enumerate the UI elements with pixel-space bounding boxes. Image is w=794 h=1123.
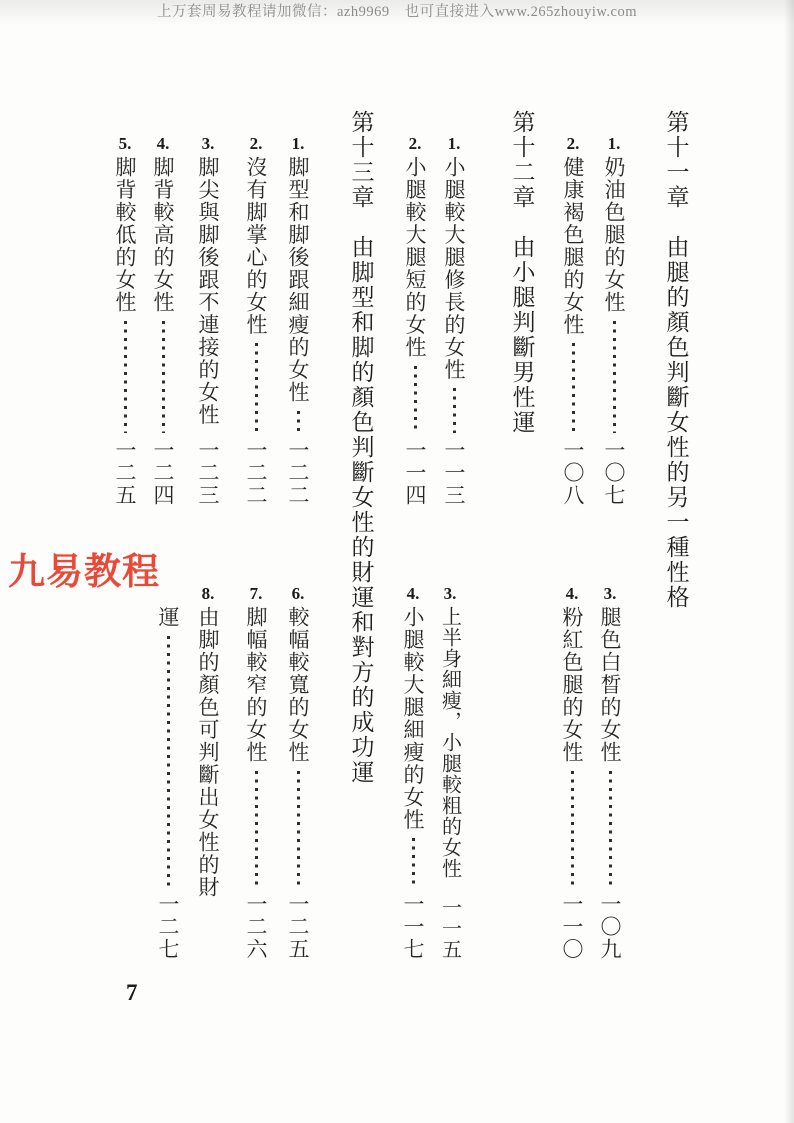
folio-page-number: 7 — [126, 980, 138, 1005]
dot-leader — [167, 636, 170, 887]
item-title: 脚幅較窄的女性 — [244, 606, 268, 764]
chapter-heading-text: 第十三章 由脚型和脚的顏色判斷女性的財運和對方的成功運 — [348, 110, 374, 785]
item-title: 脚背較高的女性 — [151, 156, 175, 314]
toc-item-ch12-2 — [393, 134, 437, 506]
item-page-number: 一一七 — [401, 892, 425, 960]
item-title: 粉紅色腿的女性 — [560, 606, 584, 764]
item-number: 3. — [603, 584, 617, 603]
chapter-12-heading — [500, 110, 544, 435]
dot-leader — [124, 321, 127, 433]
item-page-number: 一二六 — [244, 892, 268, 960]
dot-leader — [297, 411, 300, 433]
item-title: 脚背較低的女性 — [113, 156, 137, 314]
toc-item-ch11-4 — [550, 584, 594, 960]
item-page-number: 一二三 — [196, 439, 220, 507]
item-number: 7. — [249, 584, 263, 603]
toc-item-ch12-4 — [391, 584, 435, 960]
item-page-number: 一〇七 — [602, 438, 626, 506]
dot-leader — [297, 771, 300, 887]
item-title: 健康褐色腿的女性 — [561, 156, 585, 336]
red-watermark-text: 九易教程 — [8, 551, 160, 592]
chapter-13-heading — [339, 110, 383, 785]
chapter-heading-text: 第十一章 由腿的顏色判斷女性的另一種性格 — [663, 110, 689, 610]
dot-leader — [572, 343, 575, 433]
item-page-number: 一一三 — [442, 438, 466, 506]
toc-item-ch12-1 — [432, 134, 476, 506]
item-page-number: 一二二 — [286, 438, 310, 506]
item-number: 2. — [566, 134, 580, 153]
toc-item-ch13-4 — [141, 134, 185, 506]
dot-leader — [453, 388, 456, 433]
item-page-number: 一〇八 — [561, 438, 585, 506]
item-number: 1. — [291, 134, 305, 153]
item-title: 脚型和脚後跟細瘦的女性 — [286, 156, 310, 404]
toc-item-ch13-8-line2 — [146, 584, 190, 960]
dot-leader — [613, 321, 616, 433]
item-number: 2. — [408, 134, 422, 153]
chapter-heading-text: 第十二章 由小腿判斷男性運 — [509, 110, 535, 435]
chapter-11-heading — [654, 110, 698, 610]
toc-item-ch13-3 — [186, 134, 230, 506]
item-title: 由脚的顏色可判斷出女性的財 — [196, 606, 220, 899]
item-title: 沒有脚掌心的女性 — [244, 156, 268, 336]
dot-leader — [414, 366, 417, 433]
item-page-number: 一二五 — [286, 892, 310, 960]
item-page-number: 一一五 — [438, 897, 461, 960]
toc-item-ch11-2 — [551, 134, 595, 506]
item-number: 4. — [156, 134, 170, 153]
item-number: 8. — [201, 584, 215, 603]
item-number: 6. — [291, 584, 305, 603]
dot-leader — [571, 771, 574, 887]
item-title: 腿色白晳的女性 — [598, 606, 622, 764]
item-number: 3. — [443, 584, 457, 603]
item-number: 1. — [607, 134, 621, 153]
item-number: 1. — [447, 134, 461, 153]
dot-leader — [255, 343, 258, 433]
item-title: 小腿較大腿修長的女性 — [442, 156, 466, 381]
item-title: 較幅較寬的女性 — [286, 606, 310, 764]
item-title: 上半身細瘦，小腿較粗的女性 — [438, 606, 461, 879]
toc-item-ch13-2 — [234, 134, 278, 506]
item-page-number: 一二二 — [244, 438, 268, 506]
item-page-number: 一一四 — [403, 438, 427, 506]
dot-leader — [162, 321, 165, 433]
item-page-number: 一二七 — [156, 892, 180, 960]
item-title: 小腿較大腿細瘦的女性 — [401, 606, 425, 831]
toc-item-ch13-6 — [276, 584, 320, 960]
item-page-number: 一一〇 — [560, 892, 584, 960]
item-number: 5. — [118, 134, 132, 153]
dot-leader — [609, 771, 612, 887]
item-title-continued: 運 — [156, 606, 180, 629]
item-number: 3. — [201, 134, 215, 153]
dot-leader — [255, 771, 258, 887]
item-page-number: 一二四 — [151, 438, 175, 506]
toc-item-ch11-1 — [592, 134, 636, 506]
dot-leader — [412, 838, 415, 887]
item-title: 奶油色腿的女性 — [602, 156, 626, 314]
toc-item-ch13-7 — [234, 584, 278, 960]
item-number: 4. — [406, 584, 420, 603]
toc-item-ch11-3 — [588, 584, 632, 960]
item-number: 4. — [565, 584, 579, 603]
top-banner-text: 上万套周易教程请加微信：azh9969 也可直接进入www.265zhouyiw.com — [0, 0, 794, 26]
toc-item-ch13-1 — [276, 134, 320, 506]
item-title: 脚尖與脚後跟不連接的女性 — [196, 156, 220, 426]
item-title: 小腿較大腿短的女性 — [403, 156, 427, 359]
item-page-number: 一二五 — [113, 438, 137, 506]
item-number: 2. — [249, 134, 263, 153]
item-page-number: 一〇九 — [598, 892, 622, 960]
toc-item-ch13-8-line1 — [186, 584, 230, 960]
toc-item-ch13-5 — [103, 134, 147, 506]
